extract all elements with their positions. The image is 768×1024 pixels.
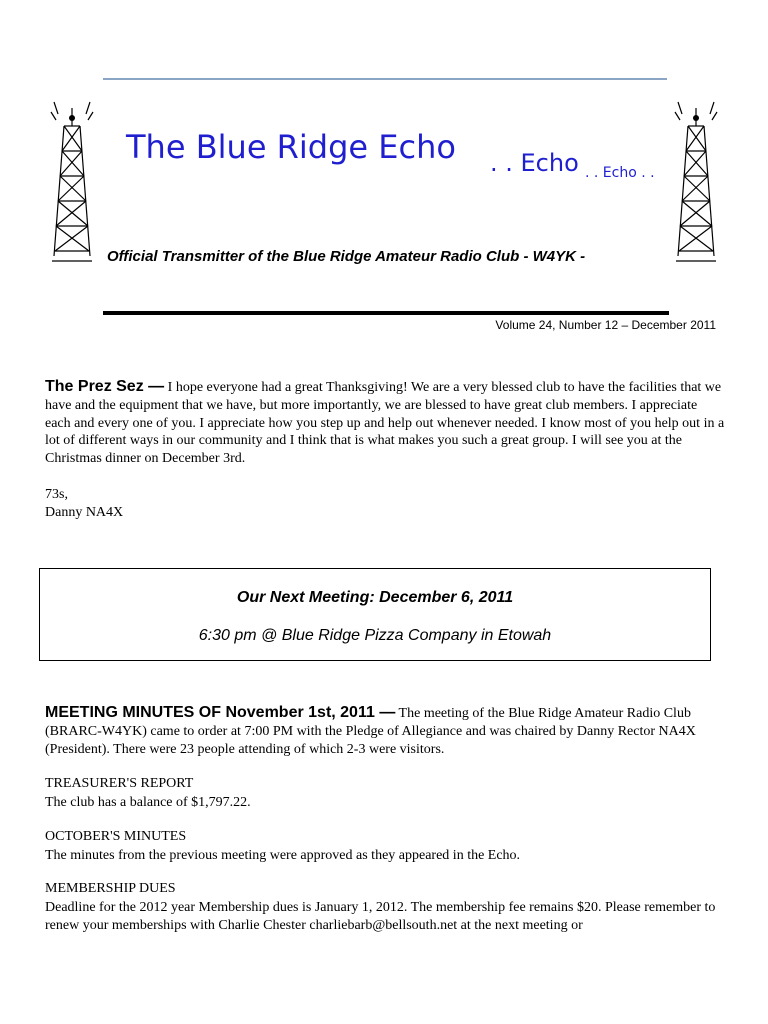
radio-tower-icon [50, 96, 94, 266]
newsletter-subtitle: Official Transmitter of the Blue Ridge Amateur Radio Club - W4YK - [107, 248, 586, 265]
radio-tower-icon [674, 96, 718, 266]
signature: Danny NA4X [45, 505, 124, 520]
treasurer-report-title: TREASURER'S REPORT [45, 776, 194, 791]
prez-sez-body: I hope everyone had a great Thanksgiving! We are a very blessed club to have the facilities that we have and the equipment that we have, but more importantly, we are blessed to have great club members. I appreciate each and every one of you. I appreciate how you step up and help out whenever needed. I know most of you help out in a lot of different ways in our community and I think that is what makes you such a great group. I will see you at the Christmas dinner on December 3rd. [45, 380, 725, 467]
prez-sez-paragraph [45, 378, 725, 468]
october-minutes-title: OCTOBER'S MINUTES [45, 829, 187, 844]
masthead-rule [103, 311, 669, 315]
next-meeting-box [39, 568, 711, 661]
minutes-heading: MEETING MINUTES OF November 1st, 2011 — [45, 704, 396, 721]
october-minutes-body: The minutes from the previous meeting were approved as they appeared in the Echo. [45, 848, 521, 863]
issue-info: Volume 24, Number 12 – December 2011 [495, 318, 716, 332]
title-echo: . . Echo [490, 149, 579, 177]
top-rule [103, 78, 667, 80]
signoff: 73s, [45, 487, 68, 502]
next-meeting-location: 6:30 pm @ Blue Ridge Pizza Company in Etowah [198, 627, 552, 644]
title-echo-small: . . Echo . . [585, 165, 655, 181]
minutes-paragraph [45, 704, 725, 758]
minutes-body: The meeting of the Blue Ridge Amateur Radio Club (BRARC-W4YK) came to order at 7:00 PM with the Pledge of Allegiance and was chaired by Danny Rector NA4X (President). There were 23 people attending of which 2-3 were visitors. [45, 706, 696, 757]
prez-sez-heading: The Prez Sez — [45, 378, 165, 395]
membership-dues-title: MEMBERSHIP DUES [45, 881, 176, 896]
newsletter-title: The Blue Ridge Echo [126, 128, 456, 166]
membership-dues-body: Deadline for the 2012 year Membership dues is January 1, 2012. The membership fee remains $20. Please remember to renew your memberships with Charlie Chester charliebarb@bellsouth.net at the next meeting or [45, 900, 716, 933]
treasurer-report-body: The club has a balance of $1,797.22. [45, 795, 251, 810]
next-meeting-date: Our Next Meeting: December 6, 2011 [236, 589, 514, 606]
